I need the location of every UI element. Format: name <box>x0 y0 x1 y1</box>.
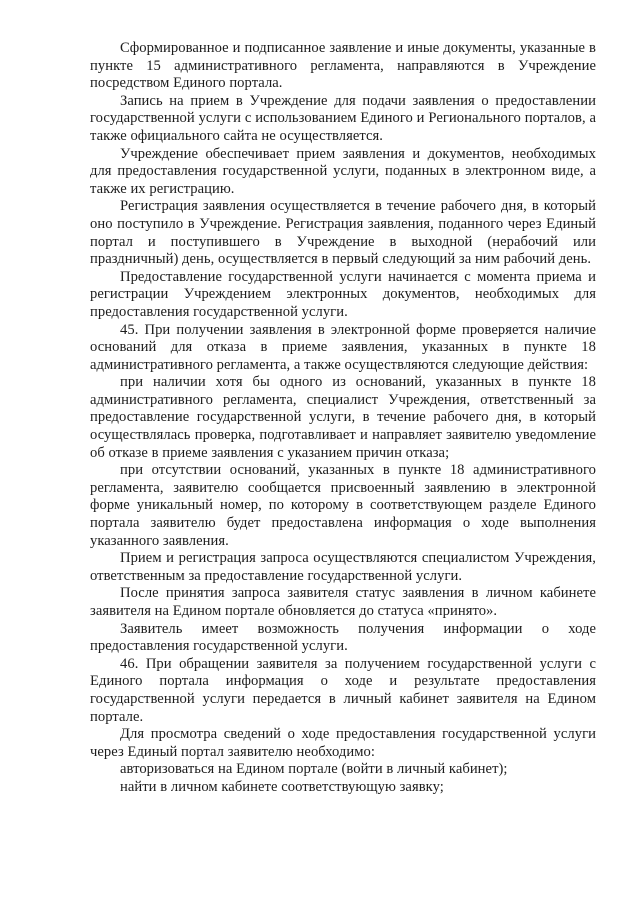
paragraph-section-45: 45. При получении заявления в электронной форме проверяется наличие оснований для отказа в приеме заявления, указанных в пункте 18 административного регламента, а также осуществляются следующие действия: <box>90 321 596 373</box>
paragraph-service-start: Предоставление государственной услуги начинается с момента приема и регистрации Учреждением электронных документов, необходимых для предоставления государственной услуги. <box>90 268 596 320</box>
document-body <box>90 40 596 797</box>
paragraph-status-accepted: После принятия запроса заявителя статус заявления в личном кабинете заявителя на Едином портале обновляется до статуса «принято». <box>90 585 596 619</box>
paragraph-step-find-request: найти в личном кабинете соответствующую заявку; <box>120 778 444 795</box>
paragraph-refusal-grounds: при наличии хотя бы одного из оснований, указанных в пункте 18 административного регламента, специалист Учреждения, ответственный за предоставление государственной услуги, в течение рабочего дня, в который осуществлялась проверка, подготавливает и направляет заявителю уведомление об отказе в приеме заявления с указанием причин отказа; <box>90 374 596 461</box>
paragraph-no-refusal-grounds: при отсутствии оснований, указанных в пункте 18 административного регламента, заявителю сообщается присвоенный заявлению в электронной форме уникальный номер, по которому в соответствующем разделе Единого портала заявителю будет предоставлена информация о ходе выполнения указанного заявления. <box>90 462 596 549</box>
paragraph-registration-timing: Регистрация заявления осуществляется в течение рабочего дня, в который оно поступило в Учреждение. Регистрация заявления, поданного через Единый портал и поступившего в Учреждение в выходной (нерабочий или праздничный) день, осуществляется в первый следующий за ним рабочий день. <box>90 198 596 268</box>
paragraph-progress-info: Заявитель имеет возможность получения информации о ходе предоставления государственной услуги. <box>90 620 596 655</box>
paragraph-request-reception: Прием и регистрация запроса осуществляются специалистом Учреждения, ответственным за предоставление государственной услуги. <box>90 550 596 584</box>
paragraph-section-46: 46. При обращении заявителя за получением государственной услуги с Единого портала информация о ходе и результате предоставления государственной услуги передается в личный кабинет заявителя на Едином портале. <box>90 655 596 725</box>
paragraph-step-authorize: авторизоваться на Едином портале (войти в личный кабинет); <box>120 761 508 778</box>
paragraph-view-progress: Для просмотра сведений о ходе предоставления государственной услуги через Единый портал заявителю необходимо: <box>90 726 596 760</box>
paragraph-appointment-booking: Запись на прием в Учреждение для подачи заявления о предоставлении государственной услуги с использованием Единого и Регионального порталов, а также официального сайта не осуществляется. <box>90 92 596 144</box>
paragraph-electronic-acceptance: Учреждение обеспечивает прием заявления и документов, необходимых для предоставления государственной услуги, поданных в электронном виде, а также их регистрацию. <box>90 145 596 197</box>
paragraph-application-submission: Сформированное и подписанное заявление и иные документы, указанные в пункте 15 административного регламента, направляются в Учреждение посредством Единого портала. <box>90 40 596 92</box>
